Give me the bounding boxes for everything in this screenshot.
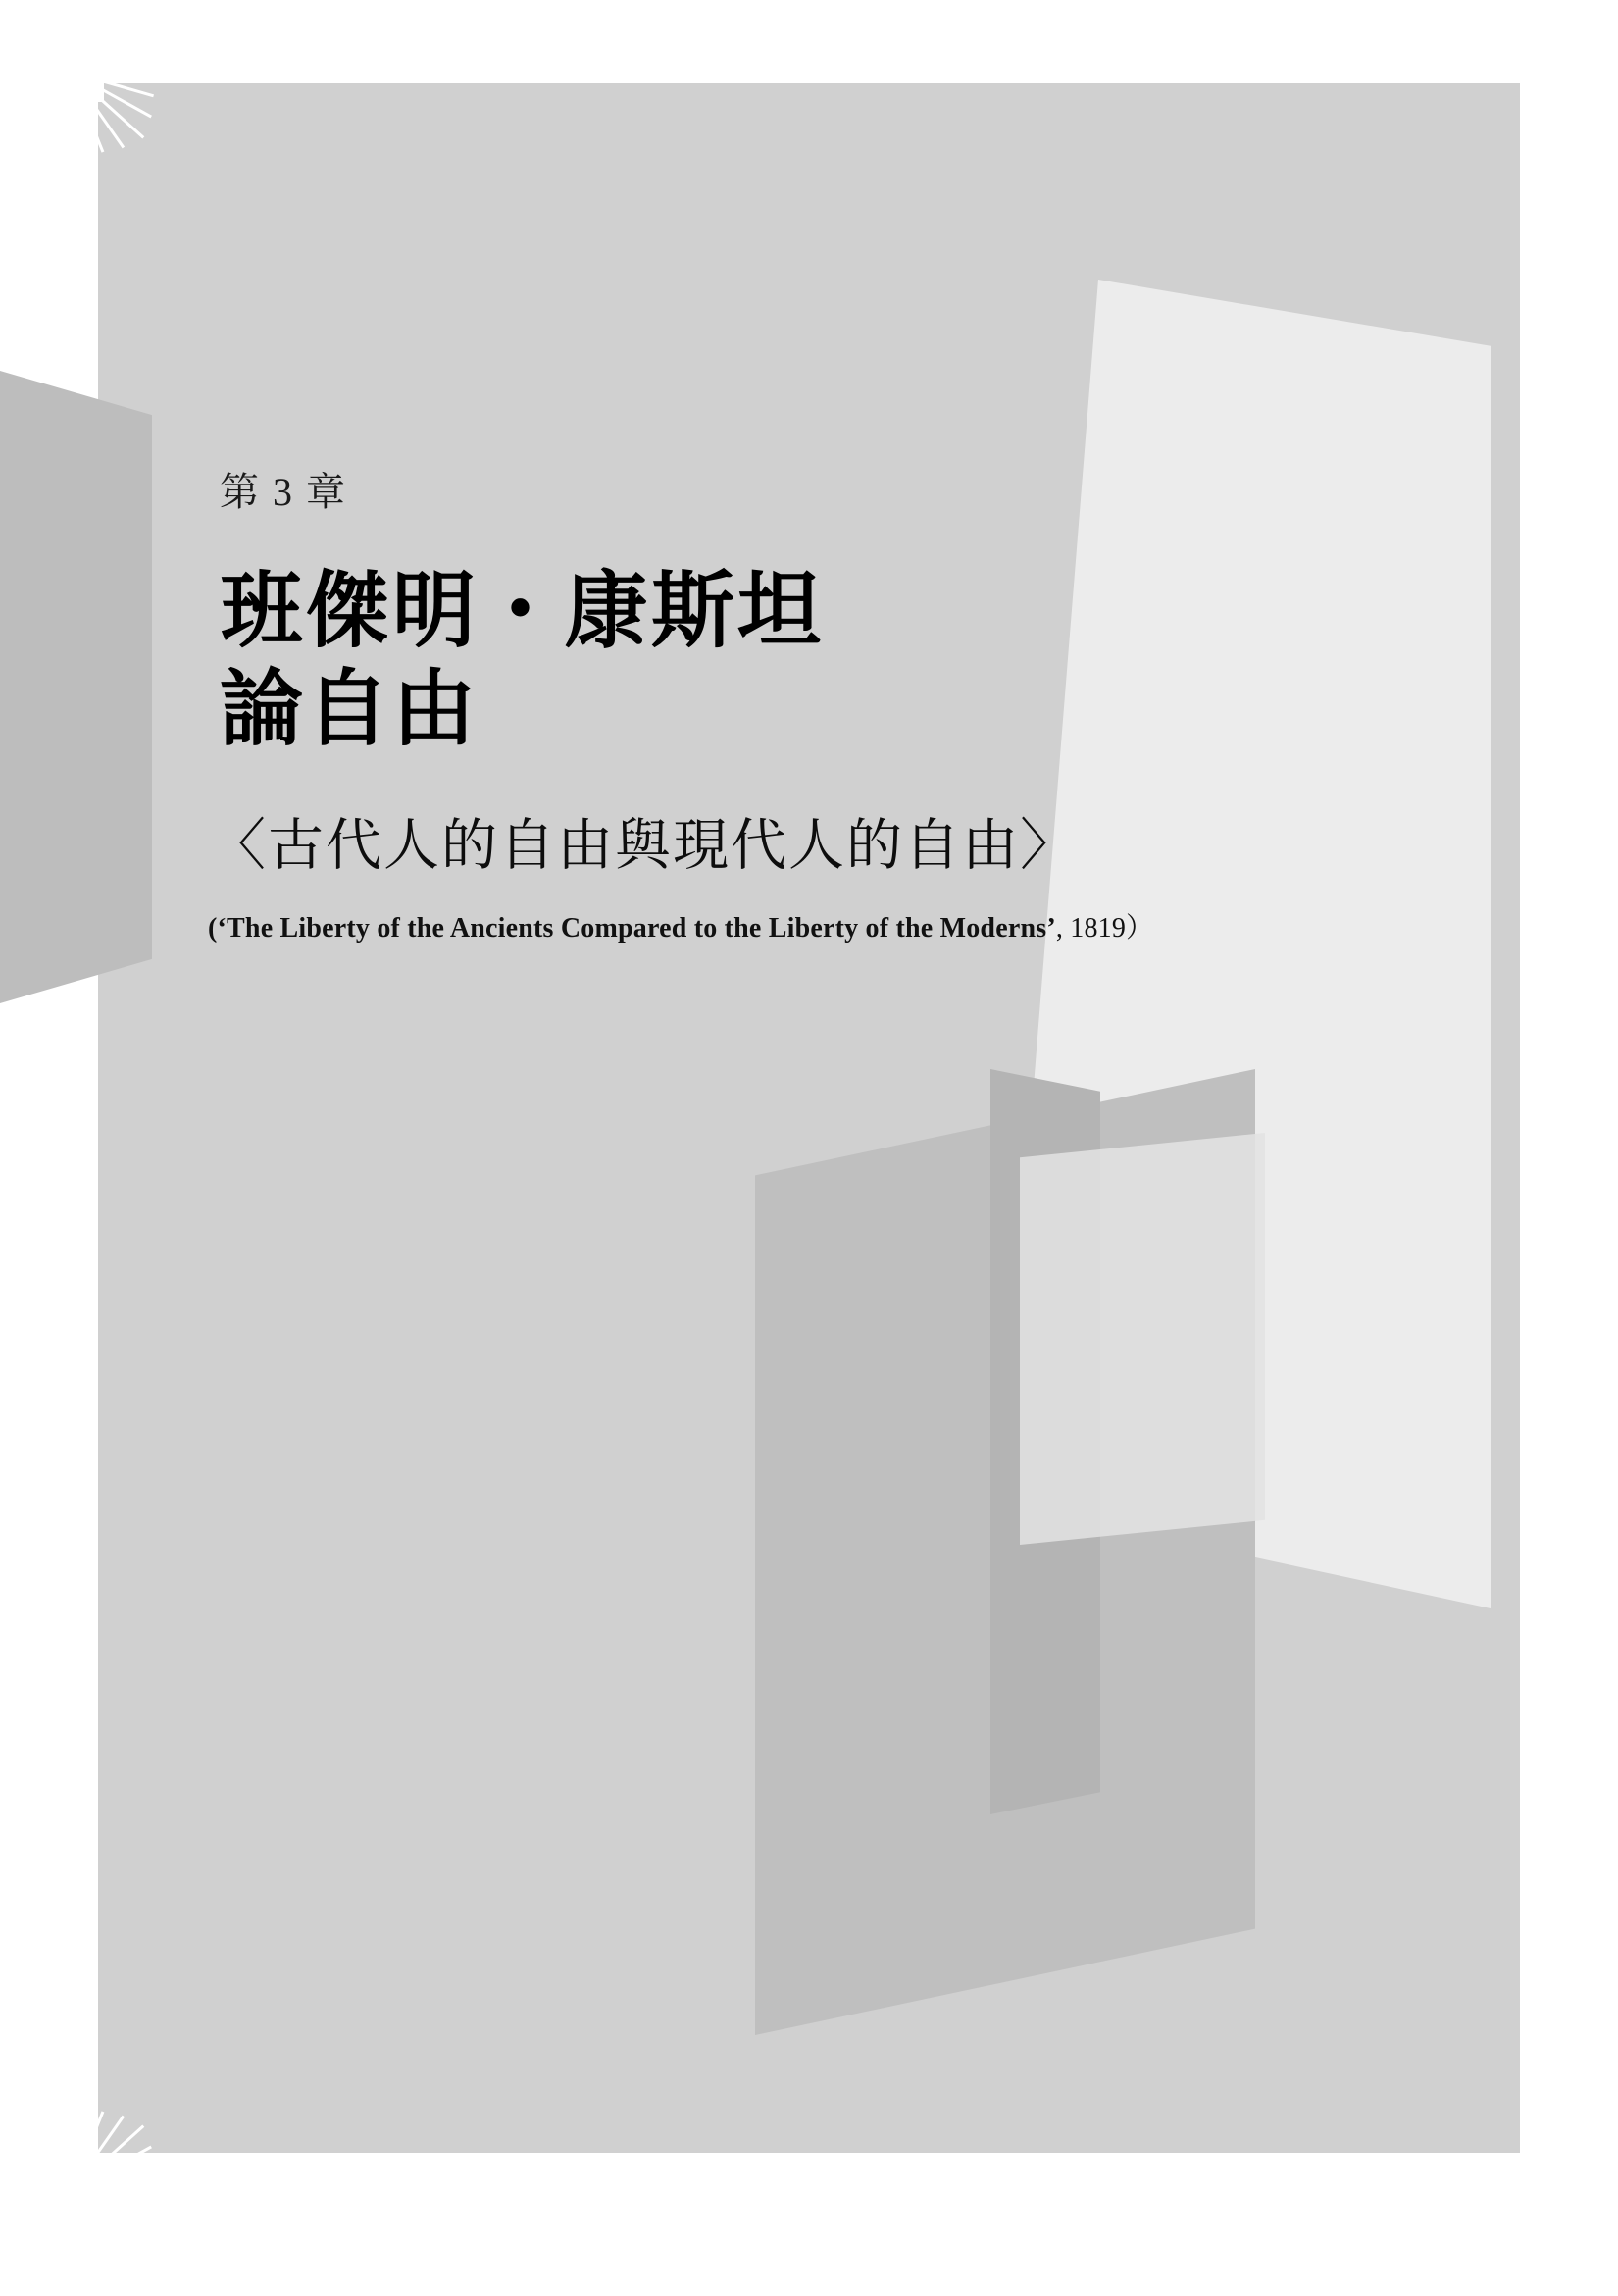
essay-title-original — [208, 906, 1377, 945]
essay-title-english: (‘The Liberty of the Ancients Compared to the Liberty of the Moderns’ — [208, 912, 1056, 944]
essay-title-chinese: 〈古代人的自由與現代人的自由〉 — [210, 814, 1078, 877]
corner-ornament-top-left — [61, 59, 228, 226]
page-title: 班傑明・康斯坦 論自由 — [220, 562, 825, 759]
essay-year: , 1819） — [1055, 912, 1154, 944]
chapter-heading-block — [208, 461, 1377, 945]
corner-ornament-bottom-left — [61, 2035, 228, 2202]
chapter-number: 第 3 章 — [220, 470, 347, 514]
left-slab-shape — [0, 371, 152, 1003]
soft-sheet-shape — [1020, 1133, 1265, 1545]
